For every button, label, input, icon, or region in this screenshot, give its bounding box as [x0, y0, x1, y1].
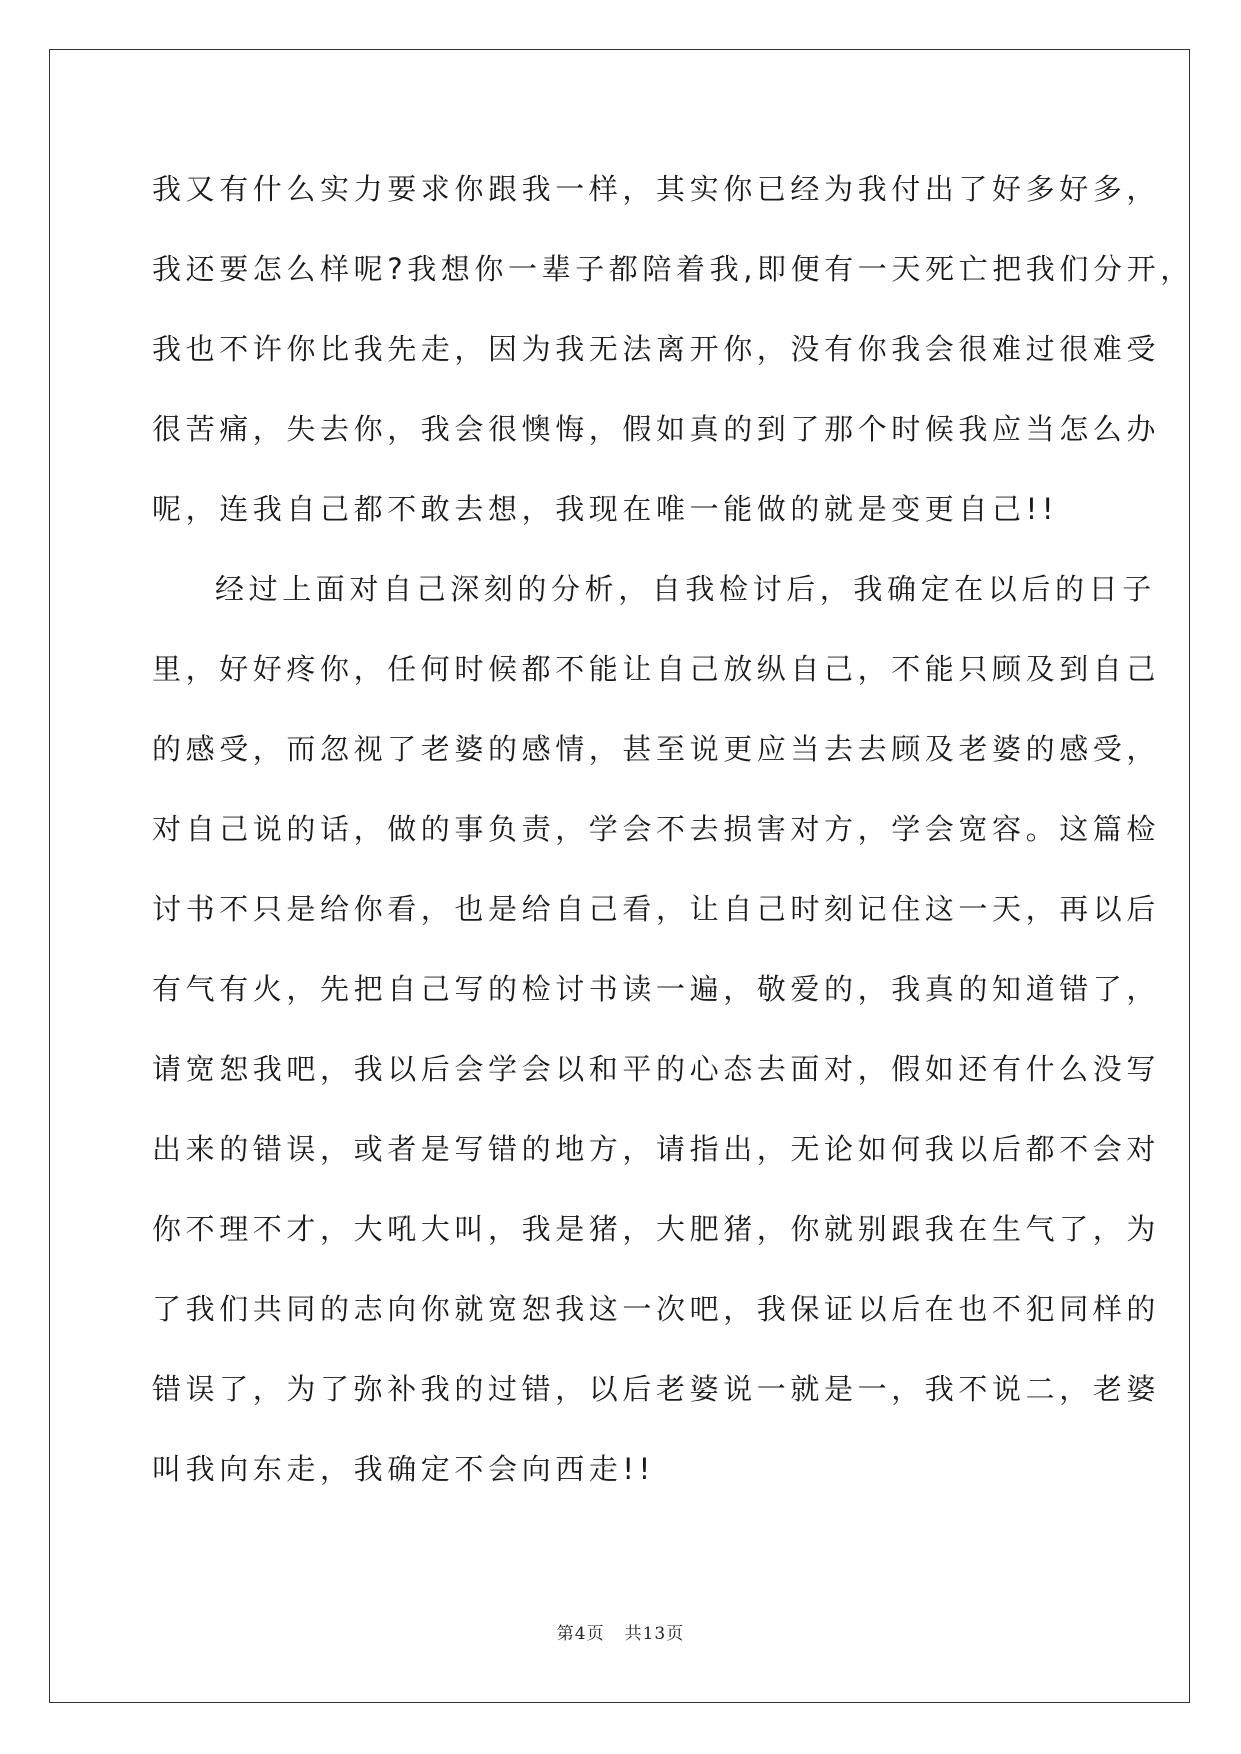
text-line: 叫我向东走，我确定不会向西走!! [152, 1452, 655, 1486]
text-line: 很苦痛，失去你，我会很懊悔，假如真的到了那个时候我应当怎么办 [152, 412, 1161, 446]
text-line: 里，好好疼你，任何时候都不能让自己放纵自己，不能只顾及到自己 [152, 652, 1161, 686]
total-pages: 共13页 [624, 1624, 685, 1644]
text-line: 我还要怎么样呢?我想你一辈子都陪着我,即便有一天死亡把我们分开， [152, 252, 1194, 286]
text-line: 我也不许你比我先走，因为我无法离开你，没有你我会很难过很难受 [152, 332, 1161, 366]
paragraph-start-line: 经过上面对自己深刻的分析，自我检讨后，我确定在以后的日子 [215, 572, 1156, 606]
text-line: 请宽恕我吧，我以后会学会以和平的心态去面对，假如还有什么没写 [152, 1052, 1161, 1086]
page-number: 第4页 [556, 1624, 605, 1644]
text-line: 对自己说的话，做的事负责，学会不去损害对方，学会宽容。这篇检 [152, 812, 1161, 846]
text-line: 错误了，为了弥补我的过错，以后老婆说一就是一，我不说二，老婆 [152, 1372, 1161, 1406]
text-line: 的感受，而忽视了老婆的感情，甚至说更应当去去顾及老婆的感受， [152, 732, 1161, 766]
text-line: 有气有火，先把自己写的检讨书读一遍，敬爱的，我真的知道错了， [152, 972, 1161, 1006]
page-footer [0, 1619, 1241, 1644]
document-body [152, 162, 1194, 1522]
text-line: 我又有什么实力要求你跟我一样，其实你已经为我付出了好多好多， [152, 172, 1161, 206]
text-line: 讨书不只是给你看，也是给自己看，让自己时刻记住这一天，再以后 [152, 892, 1161, 926]
text-line: 了我们共同的志向你就宽恕我这一次吧，我保证以后在也不犯同样的 [152, 1292, 1161, 1326]
text-line: 你不理不才，大吼大叫，我是猪，大肥猪，你就别跟我在生气了，为 [152, 1212, 1161, 1246]
text-line: 出来的错误，或者是写错的地方，请指出，无论如何我以后都不会对 [152, 1132, 1161, 1166]
text-line: 呢，连我自己都不敢去想，我现在唯一能做的就是变更自己!! [152, 492, 1059, 526]
